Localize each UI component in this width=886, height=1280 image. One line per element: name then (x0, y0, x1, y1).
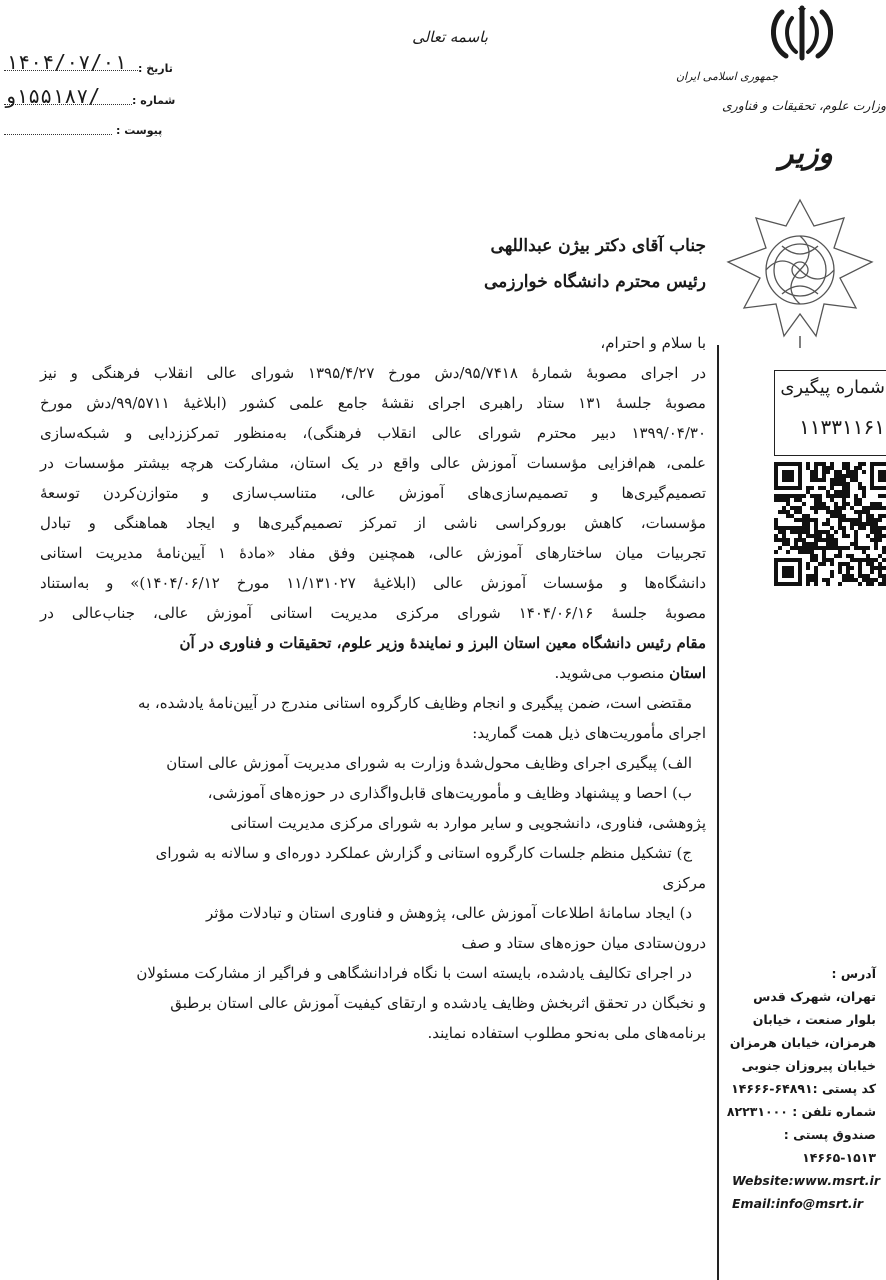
contact-line: خیابان پیروزان جنوبی (741, 1058, 876, 1073)
closing-line: و نخبگان در تحقق اثربخش وظایف یادشده و ارتقای کیفیت آموزش عالی استان برطبق (170, 994, 706, 1012)
mission-item-line: پژوهشی، فناوری، دانشجویی و سایر موارد به شورای مرکزی مدیریت استانی (230, 814, 706, 832)
paragraph-1-line: تصمیم‌گیری‌ها و تصمیم‌سازی‌های آموزش عالی، متناسب‌سازی و متوازن‌کردن توسعهٔ (40, 484, 706, 502)
closing-paragraph (40, 958, 706, 1048)
minister-title: وزیر (779, 136, 833, 171)
paragraph-1-bold-2: استان (669, 664, 706, 682)
mission-item-line: ب) احصا و پیشنهاد وظایف و مأموریت‌های قابل‌واگذاری در حوزه‌های آموزشی، (207, 784, 692, 802)
paragraph-1-bold-line (40, 628, 706, 658)
paragraph-1-line: تجربیات میان ساختارهای آموزش عالی، همچنین وفق مفاد «مادهٔ ۱ آیین‌نامهٔ مدیریت استانی (40, 544, 707, 562)
paragraph-1-line: مصوبهٔ جلسهٔ ۱۳۱ ستاد راهبری اجرای نقشهٔ جامع علمی کشور (ابلاغیهٔ ۹۹/۵۷۱۱/دش مورخ (40, 394, 706, 412)
date-value: ۱۴۰۴/۰۷/۰۱ (6, 50, 127, 74)
contact-line: Email:info@msrt.ir (732, 1196, 864, 1211)
contact-line: شماره تلفن : ۸۲۲۳۱۰۰۰ (726, 1104, 876, 1119)
org-line-1: جمهوری اسلامی ایران (675, 70, 778, 83)
paragraph-1-line: مصوبهٔ جلسهٔ ۱۴۰۴/۰۶/۱۶ شورای مرکزی مدیریت استانی آموزش عالی، جناب‌عالی در (40, 604, 706, 622)
attachment-row (0, 118, 180, 142)
number-value: /۱۵۵۱۸۷و (4, 84, 101, 108)
addressee-name: جناب آقای دکتر بیژن عبداللهی (490, 236, 706, 256)
ornament-icon (722, 196, 878, 352)
paragraph-2 (40, 688, 706, 748)
paragraph-1-tail: منصوب می‌شوید. (554, 664, 670, 682)
meta-block (0, 50, 180, 145)
paragraph-1-bold-1: مقام رئیس دانشگاه معین استان البرز و نمایندهٔ وزیر علوم، تحقیقات و فناوری در آن (179, 634, 706, 652)
invocation: باسمه تعالی (412, 28, 488, 46)
date-dots (4, 70, 138, 71)
paragraph-1-line: دانشگاه‌ها و مؤسسات آموزش عالی (ابلاغیهٔ ۱۱/۱۳۱۰۲۷ مورخ ۱۴۰۴/۰۶/۱۲)» و به‌استناد (40, 574, 706, 592)
mission-item-line: درون‌ستادی میان حوزه‌های ستاد و صف (461, 934, 706, 952)
vertical-divider (717, 345, 719, 1280)
letter-body (40, 328, 706, 1048)
paragraph-1-line: در اجرای مصوبهٔ شمارهٔ ۹۵/۷۴۱۸/دش مورخ ۱۳۹۵/۴/۲۷ شورای عالی انقلاب فرهنگی و نیز (40, 364, 706, 382)
paragraph-1-final-line (40, 658, 706, 688)
greeting: با سلام و احترام، (600, 334, 706, 352)
attachment-label: پیوست : (116, 124, 163, 137)
mission-item-line: د) ایجاد سامانهٔ اطلاعات آموزش عالی، پژوهش و فناوری استان و تبادلات مؤثر (205, 904, 692, 922)
qr-code-icon (774, 462, 886, 586)
mission-item-line: مرکزی (662, 874, 706, 892)
addressee-title: رئیس محترم دانشگاه خوارزمی (484, 272, 706, 292)
contact-line: صندوق پستی : (783, 1127, 876, 1142)
tracking-box (774, 370, 886, 456)
paragraph-1-line: علمی، هم‌افزایی مؤسسات آموزش عالی واقع در یک استان، مشارکت هرچه بیشتر مؤسسات در (40, 454, 706, 472)
paragraph-1 (40, 358, 706, 628)
iran-emblem-icon (766, 4, 838, 64)
mission-item-line: ج) تشکیل منظم جلسات کارگروه استانی و گزارش عملکرد دوره‌ای و سالانه به شورای (155, 844, 692, 862)
contact-line: هرمزان، خیابان هرمزان (729, 1035, 876, 1050)
number-row (0, 84, 180, 112)
number-dots (4, 104, 132, 105)
tracking-label: شماره پیگیری (780, 377, 885, 398)
contact-line: بلوار صنعت ، خیابان (752, 1012, 876, 1027)
contact-line: Website:www.msrt.ir (732, 1173, 880, 1188)
contact-block (720, 962, 886, 1272)
number-label: شماره : (132, 94, 176, 107)
closing-line: در اجرای تکالیف یادشده، بایسته است با نگاه فرادانشگاهی و فراگیر از مشارکت مسئولان (136, 964, 692, 982)
paragraph-1-line: مؤسسات، کاهش بوروکراسی ناشی از تمرکز تصمیم‌گیری‌ها و ایجاد هماهنگی و تبادل (40, 514, 706, 532)
attachment-dots (4, 134, 112, 135)
contact-line: تهران، شهرک قدس (753, 989, 876, 1004)
paragraph-2-line: اجرای مأموریت‌های ذیل همت گمارید: (472, 724, 706, 742)
paragraph-2-line: مقتضی است، ضمن پیگیری و انجام وظایف کارگروه استانی مندرج در آیین‌نامهٔ یادشده، به (137, 694, 692, 712)
paragraph-1-line: ۱۳۹۹/۰۴/۳۰ دبیر محترم شورای عالی انقلاب فرهنگی)، به‌منظور تمرکززدایی و شبکه‌سازی (40, 424, 706, 442)
org-line-2: وزارت علوم، تحقیقات و فناوری (721, 98, 886, 113)
contact-lines (726, 962, 886, 1215)
closing-line: برنامه‌های ملی به‌نحو مطلوب استفاده نمایند. (427, 1024, 706, 1042)
tracking-number: ۱۱۳۳۱۱۶۱ (799, 415, 885, 439)
contact-line: کد پستی :۶۴۸۹۱-۱۴۶۶۶ (731, 1081, 876, 1096)
date-row (0, 50, 180, 78)
date-label: تاریخ : (138, 62, 173, 75)
contact-line: ۱۴۶۶۵-۱۵۱۳ (802, 1150, 876, 1165)
contact-line: آدرس : (831, 966, 876, 981)
mission-list (40, 748, 706, 958)
mission-item-line: الف) پیگیری اجرای وظایف محول‌شدهٔ وزارت به شورای مدیریت آموزش عالی استان (166, 754, 692, 772)
